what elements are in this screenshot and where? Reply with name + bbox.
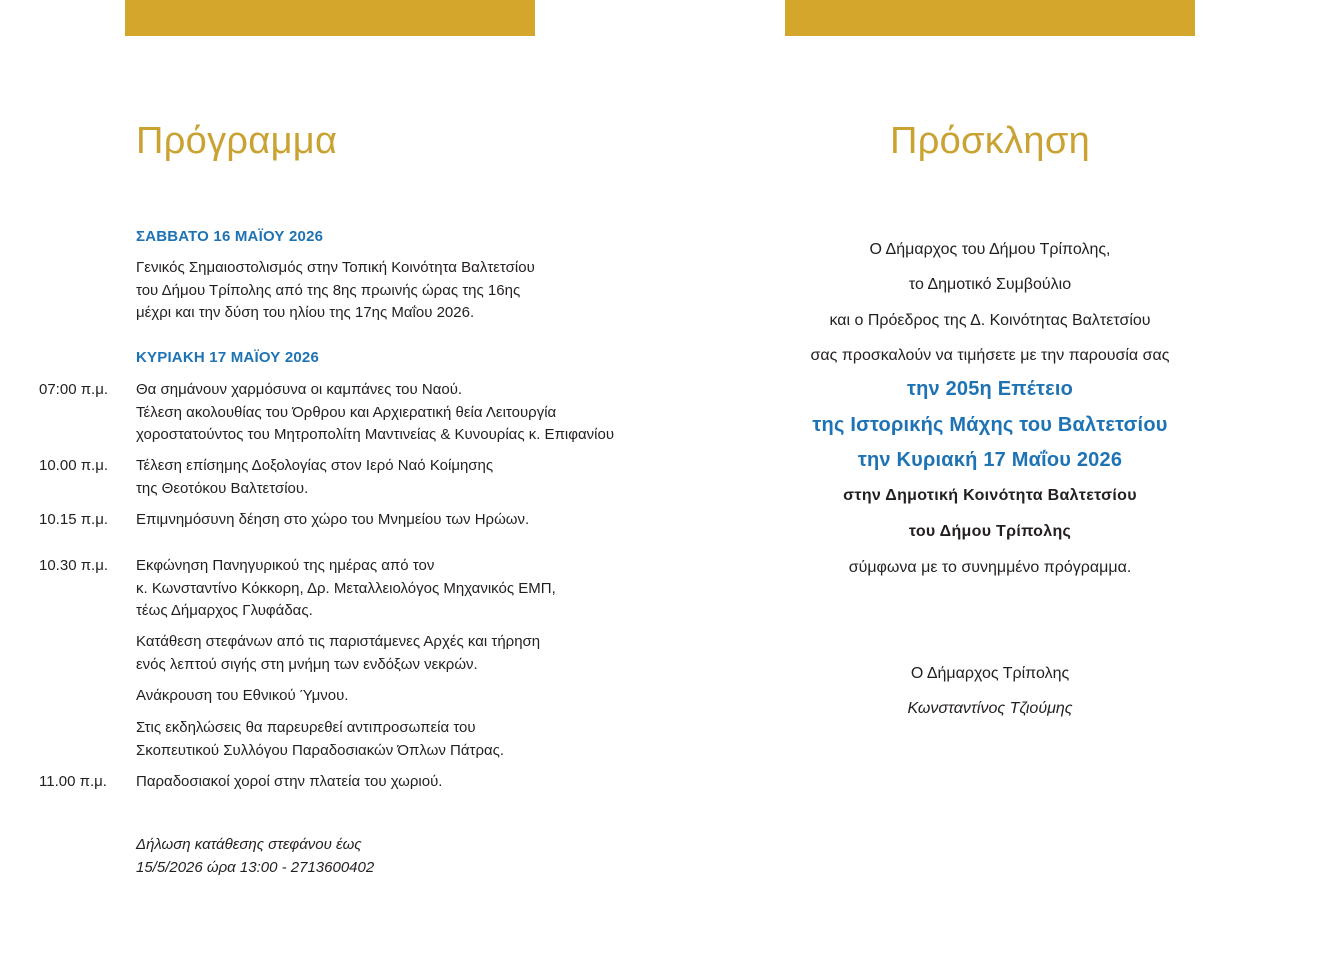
- event-description: [136, 771, 442, 794]
- day1-heading: ΣΑΒΒΑΤΟ 16 ΜΑΪΟΥ 2026: [136, 228, 324, 245]
- event-description: [136, 631, 540, 676]
- signature-title: Ο Δήμαρχος Τρίπολης: [910, 665, 1070, 682]
- invitation-line: Ο Δήμαρχος του Δήμου Τρίπολης,: [869, 241, 1111, 258]
- program-title: Πρόγραμμα: [136, 120, 338, 162]
- invitation-line: το Δημοτικό Συμβούλιο: [908, 276, 1072, 293]
- event-description: [136, 555, 556, 623]
- event-line: Εκφώνηση Πανηγυρικού της ημέρας από τον: [136, 557, 435, 574]
- event-line: Σκοπευτικού Συλλόγου Παραδοσιακών Όπλων Πάτρας.: [136, 741, 505, 759]
- day1-description: [136, 257, 535, 325]
- invitation-line: και ο Πρόεδρος της Δ. Κοινότητας Βαλτετσίου: [829, 312, 1151, 329]
- invitation-line: σας προσκαλούν να τιμήσετε με την παρουσία σας: [810, 347, 1170, 364]
- day1-line: μέχρι και την δύση του ηλίου της 17ης Μαΐου 2026.: [136, 304, 475, 321]
- event-time: 07:00 π.μ.: [39, 381, 109, 398]
- event-description: [136, 685, 348, 708]
- event-line: ενός λεπτού σιγής στη μνήμη των ενδόξων νεκρών.: [136, 655, 478, 673]
- event-line: χοροστατούντος του Μητροπολίτη Μαντινείας & Κυνουρίας κ. Επιφανίου: [136, 426, 615, 443]
- event-description: [136, 509, 529, 532]
- anniversary-highlight: της Ιστορικής Μάχης του Βαλτετσίου: [812, 414, 1168, 436]
- venue-line: του Δήμου Τρίπολης: [908, 523, 1072, 540]
- event-time: 10.00 π.μ.: [39, 457, 109, 474]
- invitation-title: Πρόσκληση: [889, 120, 1091, 162]
- event-line: Τέλεση ακολουθίας του Όρθρου και Αρχιερατική θεία Λειτουργία: [136, 403, 557, 421]
- event-line: Θα σημάνουν χαρμόσυνα οι καμπάνες του Ναού.: [136, 381, 463, 398]
- event-description: [136, 455, 493, 500]
- event-line: της Θεοτόκου Βαλτετσίου.: [136, 479, 309, 497]
- venue-line: στην Δημοτική Κοινότητα Βαλτετσίου: [843, 487, 1137, 504]
- day1-line: Γενικός Σημαιοστολισμός στην Τοπική Κοινότητα Βαλτετσίου: [136, 259, 535, 276]
- note-line: 15/5/2026 ώρα 13:00 - 2713600402: [136, 858, 375, 876]
- wreath-registration-note: [136, 834, 374, 879]
- event-line: Ανάκρουση του Εθνικού Ύμνου.: [136, 687, 349, 704]
- event-description: [136, 379, 614, 447]
- invitation-closing: σύμφωνα με το συνημμένο πρόγραμμα.: [848, 559, 1132, 576]
- signature-name: Κωνσταντίνος Τζιούμης: [907, 700, 1073, 717]
- event-time: 10.30 π.μ.: [39, 557, 109, 574]
- gold-header-bar-left: [125, 0, 535, 36]
- gold-header-bar-right: [785, 0, 1195, 36]
- event-time: 11.00 π.μ.: [39, 773, 107, 790]
- event-description: [136, 717, 504, 762]
- event-line: Τέλεση επίσημης Δοξολογίας στον Ιερό Ναό Κοίμησης: [136, 457, 494, 474]
- event-line: Επιμνημόσυνη δέηση στο χώρο του Μνημείου των Ηρώων.: [136, 511, 530, 528]
- event-time: 10.15 π.μ.: [39, 511, 109, 528]
- event-line: Παραδοσιακοί χοροί στην πλατεία του χωριού.: [136, 773, 443, 790]
- event-line: τέως Δήμαρχος Γλυφάδας.: [136, 602, 313, 619]
- note-line: Δήλωση κατάθεσης στεφάνου έως: [136, 836, 362, 853]
- anniversary-highlight: την Κυριακή 17 Μαΐου 2026: [857, 449, 1123, 471]
- event-line: Κατάθεση στεφάνων από τις παριστάμενες Αρχές και τήρηση: [136, 633, 541, 650]
- event-line: κ. Κωνσταντίνο Κόκκορη, Δρ. Μεταλλειολόγος Μηχανικός ΕΜΠ,: [136, 579, 556, 597]
- day1-line: του Δήμου Τρίπολης από της 8ης πρωινής ώρας της 16ης: [136, 281, 521, 299]
- day2-heading: ΚΥΡΙΑΚΗ 17 ΜΑΪΟΥ 2026: [136, 349, 320, 366]
- event-line: Στις εκδηλώσεις θα παρευρεθεί αντιπροσωπεία του: [136, 719, 476, 736]
- anniversary-highlight: την 205η Επέτειο: [906, 378, 1074, 400]
